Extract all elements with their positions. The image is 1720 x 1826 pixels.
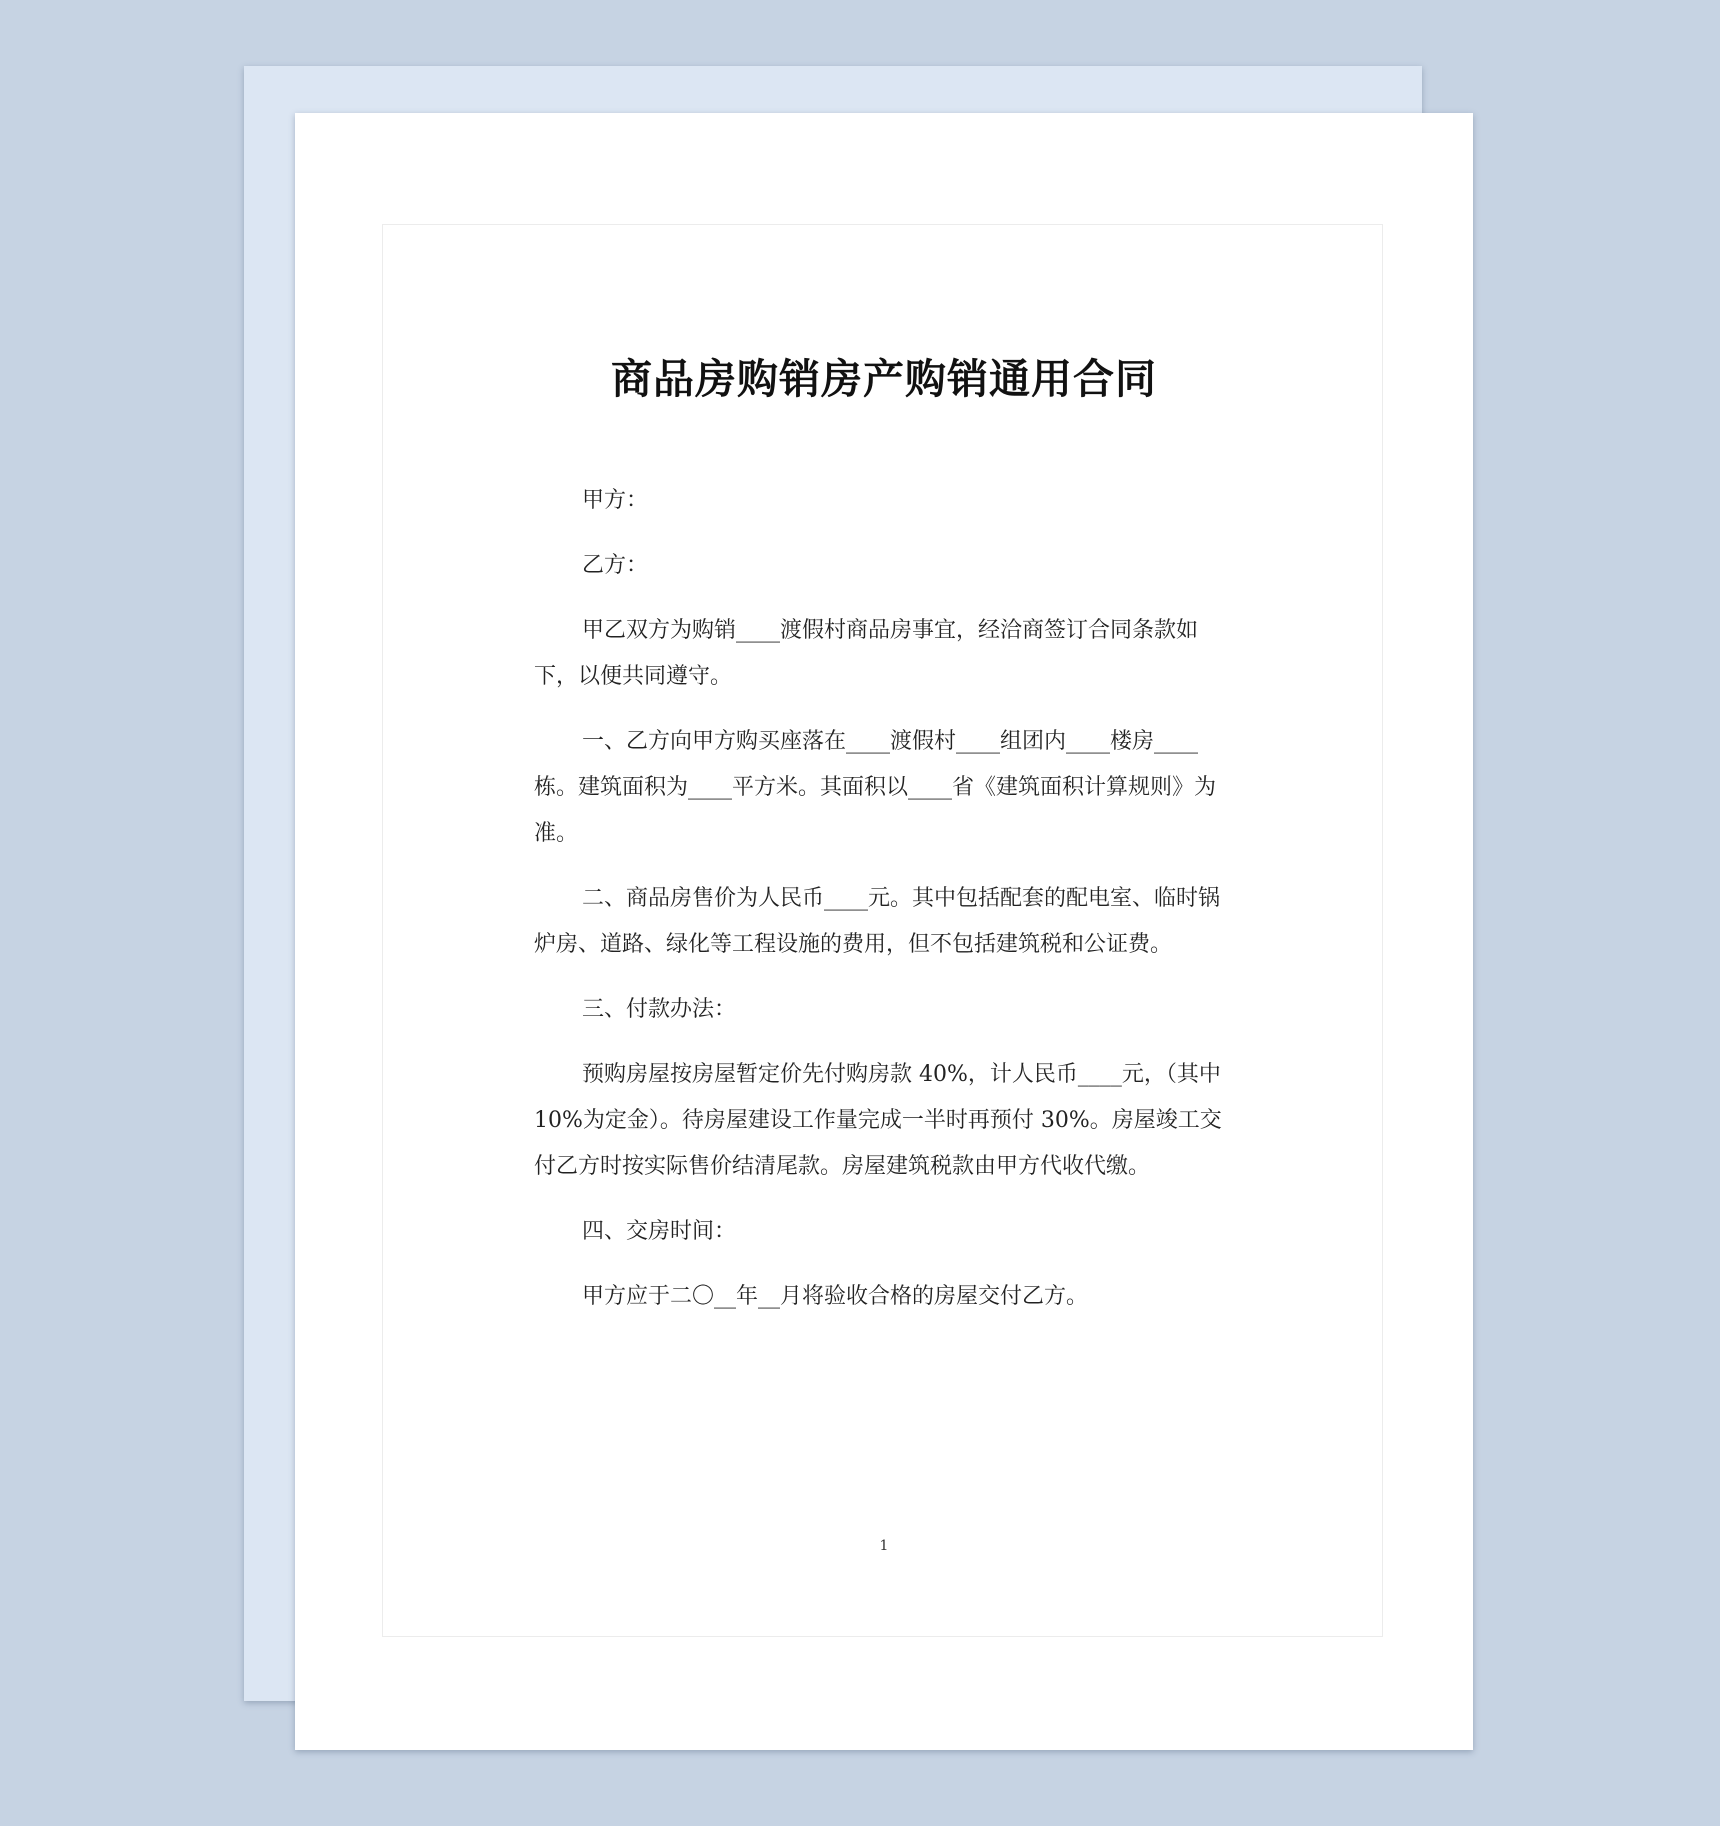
page-number: 1 (879, 1538, 889, 1554)
party-b-line: 乙方： (582, 553, 649, 578)
clause-3-heading: 三、付款办法： (582, 997, 737, 1022)
preamble-paragraph: 甲乙双方为购销____渡假村商品房事宜，经洽商签订合同条款如下，以便共同遵守。 (534, 618, 1199, 689)
delivery-date-paragraph: 甲方应于二〇__年__月将验收合格的房屋交付乙方。 (582, 1284, 1089, 1309)
document-body (534, 478, 1234, 1339)
party-a-line: 甲方： (582, 488, 649, 513)
clause-1-paragraph: 一、乙方向甲方购买座落在____渡假村____组团内____楼房____栋。建筑面积为____平方米。其面积以____省《建筑面积计算规则》为准。 (534, 729, 1217, 846)
document-title: 商品房购销房产购销通用合同 (611, 355, 1157, 403)
clause-2-paragraph: 二、商品房售价为人民币____元。其中包括配套的配电室、临时锅炉房、道路、绿化等工程设施的费用，但不包括建筑税和公证费。 (534, 886, 1221, 957)
payment-terms-paragraph: 预购房屋按房屋暂定价先付购房款 40%，计人民币____元，（其中 10%为定金）。待房屋建设工作量完成一半时再预付 30%。房屋竣工交付乙方时按实际售价结清尾款。房屋建筑税款由甲方代收代缴。 (534, 1062, 1222, 1179)
document-page (295, 113, 1473, 1750)
clause-4-heading: 四、交房时间： (582, 1219, 737, 1244)
